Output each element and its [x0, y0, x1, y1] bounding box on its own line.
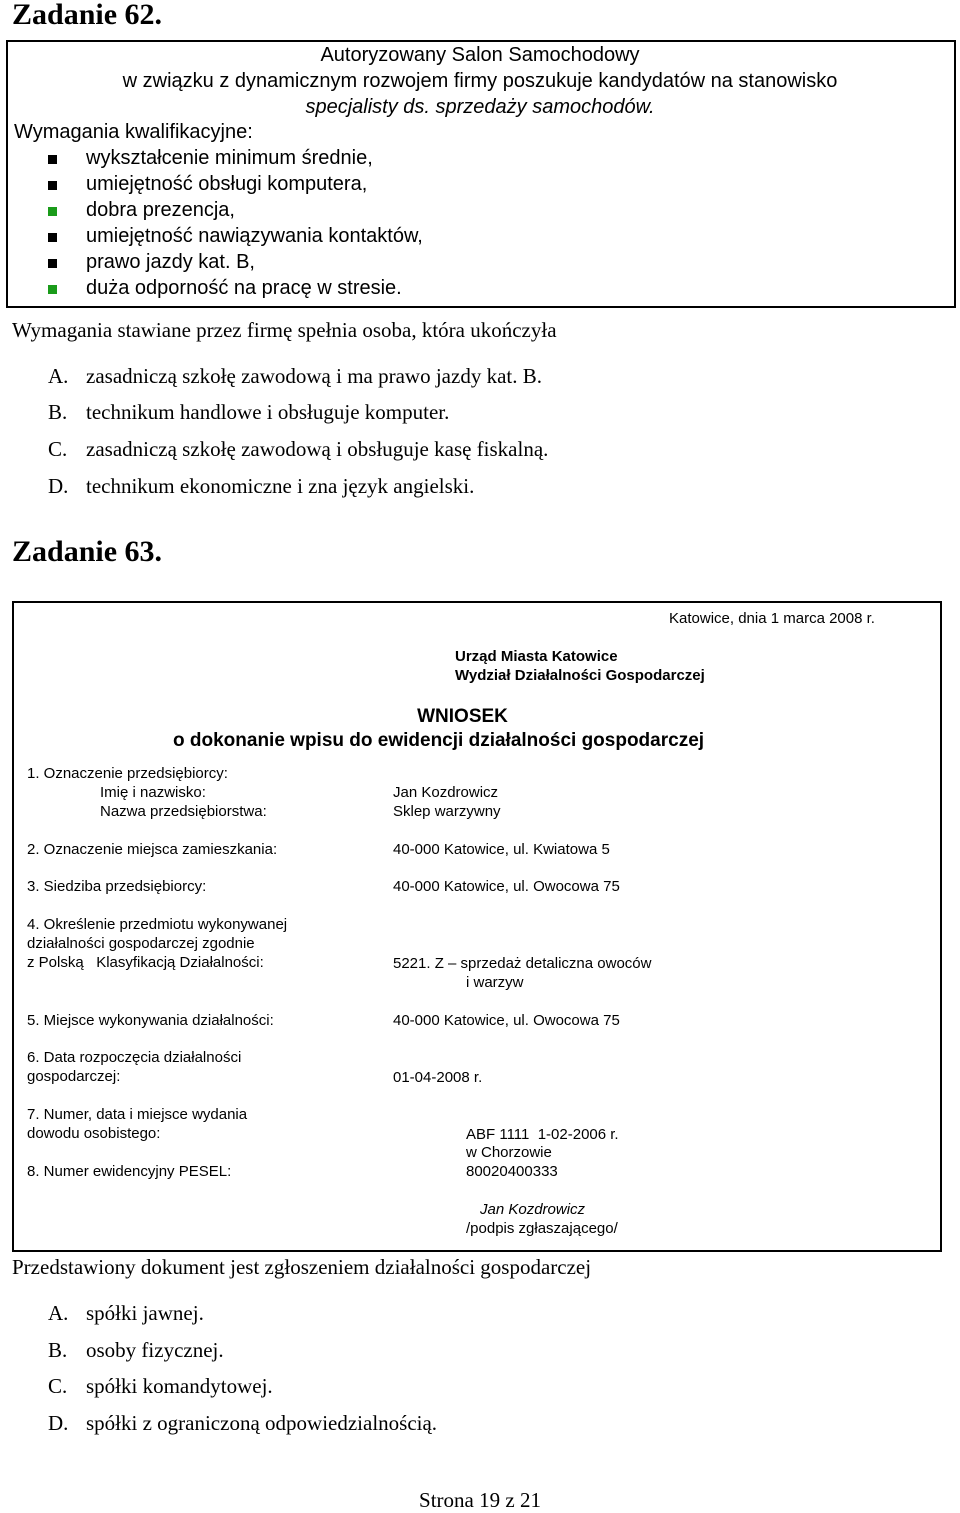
field-6-label: 6. Data rozpoczęcia działalności: [27, 1049, 242, 1066]
task-62-question: Wymagania stawiane przez firmę spełnia osoba, która ukończyła: [12, 318, 557, 342]
form-date-line: Katowice, dnia 1 marca 2008 r.: [669, 610, 875, 627]
answer-option[interactable]: technikum ekonomiczne i zna język angielski.: [86, 474, 475, 498]
task-63-question: Przedstawiony dokument jest zgłoszeniem działalności gospodarczej: [12, 1255, 592, 1279]
answer-option[interactable]: osoby fizycznej.: [86, 1338, 224, 1362]
requirement-item: dobra prezencja,: [86, 199, 235, 221]
answer-letter: C.: [48, 437, 68, 461]
answer-option[interactable]: technikum handlowe i obsługuje komputer.: [86, 400, 450, 424]
bullet-icon: [48, 207, 57, 216]
form-office-line-2: Wydział Działalności Gospodarczej: [455, 667, 705, 684]
bullet-icon: [48, 181, 57, 190]
answer-option[interactable]: zasadniczą szkołę zawodową i ma prawo jazdy kat. B.: [86, 364, 542, 388]
requirement-item: duża odporność na pracę w stresie.: [86, 277, 402, 299]
field-3-value: 40-000 Katowice, ul. Owocowa 75: [393, 878, 620, 895]
field-4-value: i warzyw: [466, 974, 524, 991]
ad-company-line: Autoryzowany Salon Samochodowy: [320, 44, 640, 66]
form-heading: WNIOSEK: [417, 706, 508, 727]
requirement-item: umiejętność obsługi komputera,: [86, 173, 368, 195]
answer-letter: A.: [48, 364, 69, 388]
requirement-item: prawo jazdy kat. B,: [86, 251, 255, 273]
field-7-value: w Chorzowie: [466, 1144, 552, 1161]
answer-letter: D.: [48, 1411, 69, 1435]
bullet-icon: [48, 155, 57, 164]
bullet-icon: [48, 285, 57, 294]
bullet-icon: [48, 233, 57, 242]
field-3-label: 3. Siedziba przedsiębiorcy:: [27, 878, 207, 895]
answer-letter: B.: [48, 1338, 68, 1362]
field-2-value: 40-000 Katowice, ul. Kwiatowa 5: [393, 841, 610, 858]
signature-caption: /podpis zgłaszającego/: [466, 1220, 618, 1237]
requirement-item: wykształcenie minimum średnie,: [86, 147, 373, 169]
answer-letter: A.: [48, 1301, 69, 1325]
field-7-label: 7. Numer, data i miejsce wydania: [27, 1106, 248, 1123]
field-6-label: gospodarczej:: [27, 1068, 121, 1085]
task-62-title: Zadanie 62.: [12, 0, 163, 31]
task-63-title: Zadanie 63.: [12, 535, 163, 568]
field-1-name-value: Jan Kozdrowicz: [393, 784, 499, 801]
ad-intro-line: w związku z dynamicznym rozwojem firmy poszukuje kandydatów na stanowisko: [122, 70, 838, 92]
field-1-company-value: Sklep warzywny: [393, 803, 501, 820]
field-6-value: 01-04-2008 r.: [393, 1069, 483, 1086]
answer-letter: D.: [48, 474, 69, 498]
answer-letter: B.: [48, 400, 68, 424]
form-subheading: o dokonanie wpisu do ewidencji działalności gospodarczej: [173, 730, 705, 751]
field-1-name-label: Imię i nazwisko:: [100, 784, 206, 801]
ad-position-line: specjalisty ds. sprzedaży samochodów.: [305, 96, 655, 118]
field-4-value: 5221. Z – sprzedaż detaliczna owoców: [393, 955, 652, 972]
field-8-label: 8. Numer ewidencyjny PESEL:: [27, 1163, 232, 1180]
bullet-icon: [48, 259, 57, 268]
field-4-label: działalności gospodarczej zgodnie: [27, 935, 255, 952]
answer-letter: C.: [48, 1374, 68, 1398]
answer-option[interactable]: spółki komandytowej.: [86, 1374, 273, 1398]
ad-requirements-heading: Wymagania kwalifikacyjne:: [14, 121, 253, 143]
field-8-value: 80020400333: [466, 1163, 558, 1180]
page-number: Strona 19 z 21: [419, 1488, 541, 1512]
answer-option[interactable]: spółki jawnej.: [86, 1301, 204, 1325]
form-office-line-1: Urząd Miasta Katowice: [455, 648, 618, 665]
field-7-value: ABF 1111 1-02-2006 r.: [466, 1126, 619, 1143]
field-5-value: 40-000 Katowice, ul. Owocowa 75: [393, 1012, 620, 1029]
requirement-item: umiejętność nawiązywania kontaktów,: [86, 225, 423, 247]
field-7-label: dowodu osobistego:: [27, 1125, 161, 1142]
signature-name: Jan Kozdrowicz: [480, 1201, 586, 1218]
field-5-label: 5. Miejsce wykonywania działalności:: [27, 1012, 274, 1029]
answer-option[interactable]: spółki z ograniczoną odpowiedzialnością.: [86, 1411, 438, 1435]
field-2-label: 2. Oznaczenie miejsca zamieszkania:: [27, 841, 278, 858]
field-1-company-label: Nazwa przedsiębiorstwa:: [100, 803, 267, 820]
answer-option[interactable]: zasadniczą szkołę zawodową i obsługuje kasę fiskalną.: [86, 437, 549, 461]
field-4-label: z Polską Klasyfikacją Działalności:: [27, 954, 264, 971]
field-1-label: 1. Oznaczenie przedsiębiorcy:: [27, 765, 228, 782]
field-4-label: 4. Określenie przedmiotu wykonywanej: [27, 916, 288, 933]
